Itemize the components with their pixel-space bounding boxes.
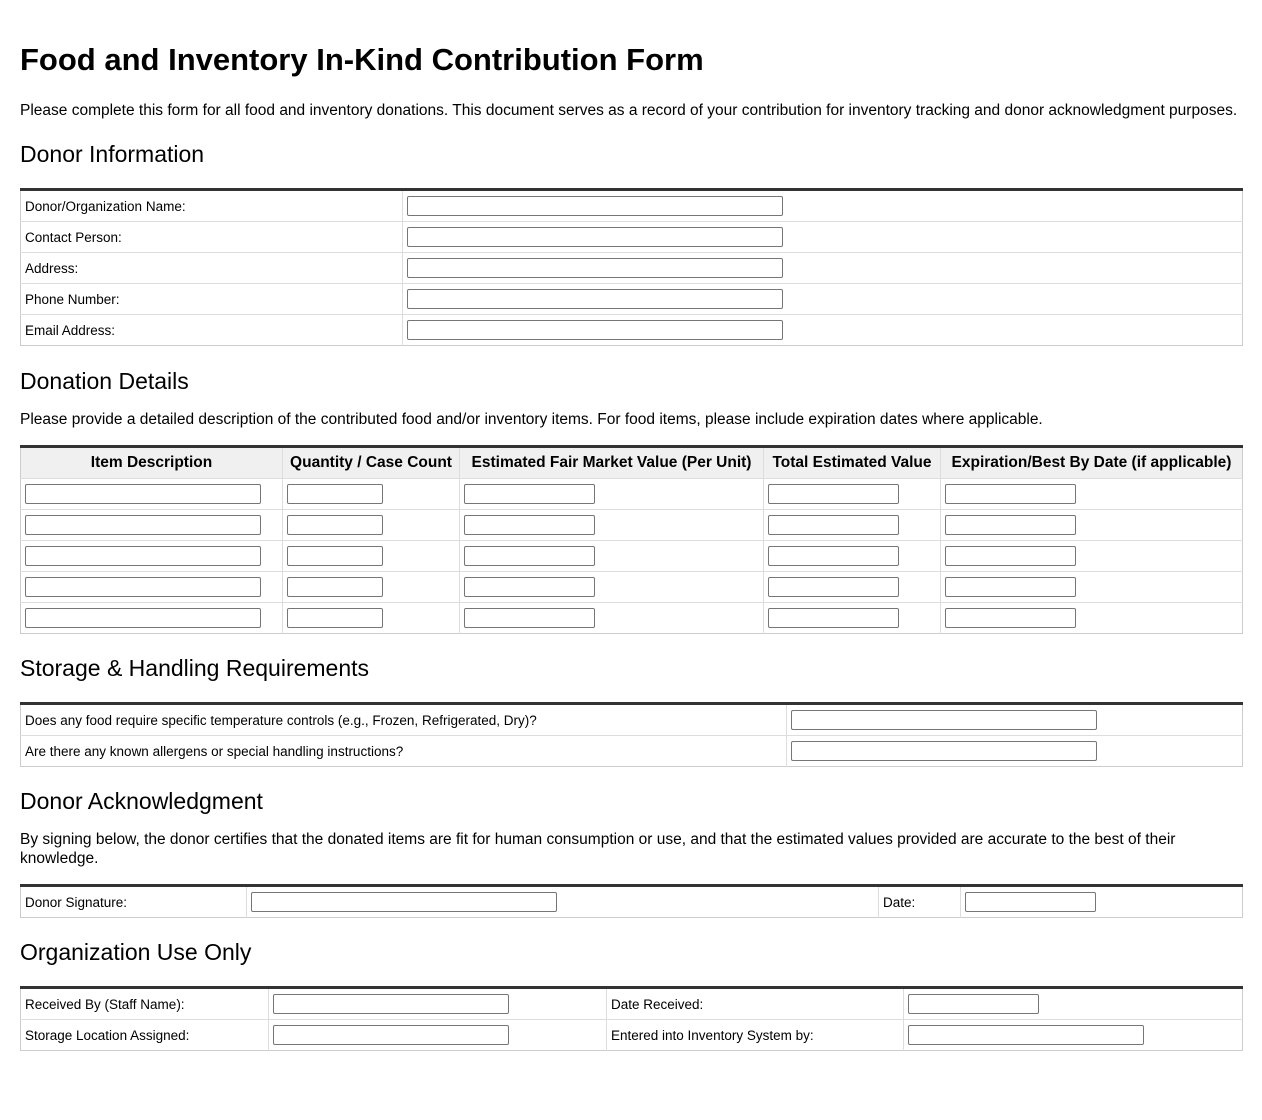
form-intro: Please complete this form for all food and inventory donations. This document serves as a record of your contribution for inventory tracking and donor acknowledgment purposes. (20, 102, 1238, 119)
contact-person-row (21, 222, 1243, 253)
email-label: Email Address: (21, 315, 403, 346)
entered-by-label: Entered into Inventory System by: (607, 1020, 904, 1051)
table-row (21, 479, 1243, 510)
donor-name-label: Donor/Organization Name: (21, 190, 403, 222)
donor-name-input[interactable] (407, 196, 783, 216)
temperature-question: Does any food require specific temperature controls (e.g., Frozen, Refrigerated, Dry)? (21, 704, 787, 736)
quantity-input[interactable] (287, 577, 383, 597)
storage-table (20, 702, 1243, 767)
quantity-input[interactable] (287, 515, 383, 535)
phone-label: Phone Number: (21, 284, 403, 315)
temperature-input[interactable] (791, 710, 1097, 730)
unit-value-input[interactable] (464, 515, 595, 535)
unit-value-input[interactable] (464, 577, 595, 597)
expiration-date-input[interactable] (945, 515, 1076, 535)
quantity-input[interactable] (287, 608, 383, 628)
signature-label: Donor Signature: (21, 886, 247, 918)
item-description-input[interactable] (25, 608, 261, 628)
item-description-input[interactable] (25, 577, 261, 597)
unit-value-input[interactable] (464, 608, 595, 628)
donation-details-note: Please provide a detailed description of the contributed food and/or inventory items. For food items, please include expiration dates where applicable. (20, 411, 1043, 428)
total-value-input[interactable] (768, 515, 899, 535)
expiration-date-input[interactable] (945, 484, 1076, 504)
donor-info-table (20, 188, 1243, 346)
org-use-heading: Organization Use Only (20, 939, 252, 965)
contact-person-input[interactable] (407, 227, 783, 247)
allergens-question: Are there any known allergens or special handling instructions? (21, 736, 787, 767)
col-header-total-value: Total Estimated Value (764, 447, 941, 479)
unit-value-input[interactable] (464, 484, 595, 504)
storage-heading: Storage & Handling Requirements (20, 655, 370, 681)
total-value-input[interactable] (768, 546, 899, 566)
acknowledgment-heading: Donor Acknowledgment (20, 788, 263, 814)
form-title: Food and Inventory In-Kind Contribution Form (20, 42, 704, 77)
org-use-row-2 (21, 1020, 1243, 1051)
donation-items-table (20, 445, 1243, 634)
email-input[interactable] (407, 320, 783, 340)
signature-table (20, 884, 1243, 918)
quantity-input[interactable] (287, 546, 383, 566)
donation-details-heading: Donation Details (20, 368, 189, 394)
date-received-input[interactable] (908, 994, 1039, 1014)
allergens-row (21, 736, 1243, 767)
phone-row (21, 284, 1243, 315)
signature-input[interactable] (251, 892, 557, 912)
quantity-input[interactable] (287, 484, 383, 504)
storage-location-input[interactable] (273, 1025, 509, 1045)
donor-name-row (21, 190, 1243, 222)
email-row (21, 315, 1243, 346)
col-header-fair-market-value: Estimated Fair Market Value (Per Unit) (460, 447, 764, 479)
donor-info-heading: Donor Information (20, 141, 205, 167)
storage-location-label: Storage Location Assigned: (21, 1020, 269, 1051)
date-label: Date: (879, 886, 961, 918)
total-value-input[interactable] (768, 577, 899, 597)
contact-person-label: Contact Person: (21, 222, 403, 253)
org-use-row-1 (21, 988, 1243, 1020)
temperature-row (21, 704, 1243, 736)
col-header-quantity: Quantity / Case Count (283, 447, 460, 479)
total-value-input[interactable] (768, 484, 899, 504)
expiration-date-input[interactable] (945, 608, 1076, 628)
table-row (21, 603, 1243, 634)
table-row (21, 572, 1243, 603)
date-input[interactable] (965, 892, 1096, 912)
item-description-input[interactable] (25, 515, 261, 535)
signature-row (21, 886, 1243, 918)
expiration-date-input[interactable] (945, 577, 1076, 597)
total-value-input[interactable] (768, 608, 899, 628)
donation-items-header (21, 447, 1243, 479)
phone-input[interactable] (407, 289, 783, 309)
received-by-label: Received By (Staff Name): (21, 988, 269, 1020)
entered-by-input[interactable] (908, 1025, 1144, 1045)
allergens-input[interactable] (791, 741, 1097, 761)
col-header-item-description: Item Description (21, 447, 283, 479)
acknowledgment-text: By signing below, the donor certifies that the donated items are fit for human consumption or use, and that the estimated values provided are accurate to the best of their knowledge. (20, 831, 1176, 867)
table-row (21, 541, 1243, 572)
expiration-date-input[interactable] (945, 546, 1076, 566)
address-label: Address: (21, 253, 403, 284)
col-header-expiration-date: Expiration/Best By Date (if applicable) (941, 447, 1243, 479)
address-row (21, 253, 1243, 284)
address-input[interactable] (407, 258, 783, 278)
unit-value-input[interactable] (464, 546, 595, 566)
received-by-input[interactable] (273, 994, 509, 1014)
item-description-input[interactable] (25, 484, 261, 504)
org-use-table (20, 986, 1243, 1051)
item-description-input[interactable] (25, 546, 261, 566)
date-received-label: Date Received: (607, 988, 904, 1020)
table-row (21, 510, 1243, 541)
